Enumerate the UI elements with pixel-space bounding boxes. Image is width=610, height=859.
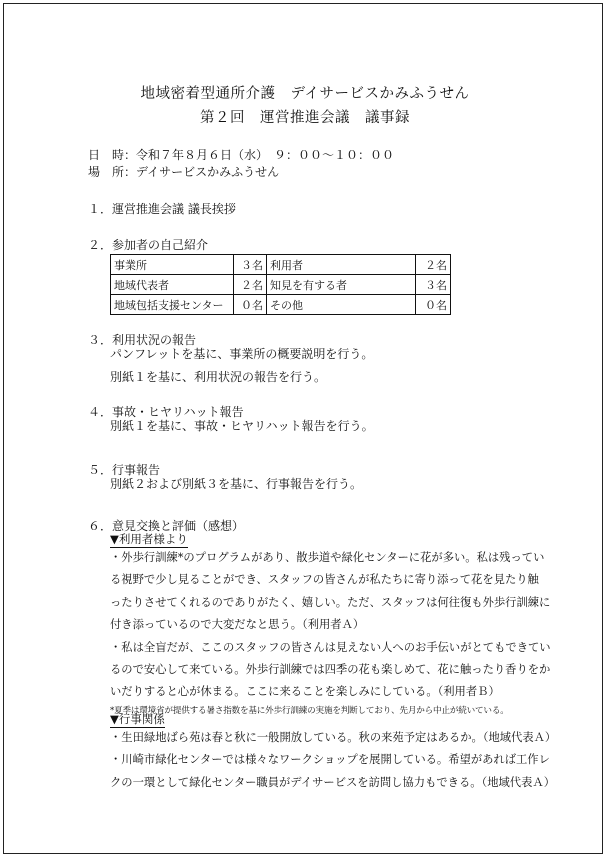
comment-line: ・生田緑地ばら苑は春と秋に一般開放している。秋の来苑予定はあるか。（地域代表Ａ） xyxy=(110,731,557,744)
table-cell: 地域包括支援センター xyxy=(111,295,234,315)
table-cell: その他 xyxy=(267,295,416,315)
date-label: 日 時： xyxy=(88,148,137,162)
users-comments xyxy=(110,547,551,704)
body-line: 別紙２および別紙３を基に、行事報告を行う。 xyxy=(110,477,363,491)
section-6-heading: ６．意見交換と評価（感想） xyxy=(88,519,245,533)
place-value: デイサービスかみふうせん xyxy=(136,165,280,179)
table-row xyxy=(111,255,451,275)
table-cell: ３名 xyxy=(234,255,267,275)
users-subheading: ▼利用者様より xyxy=(110,532,188,546)
comment-line: る視野で少し見ることができ、スタッフの皆さんが私たちに寄り添って花を見たり触 xyxy=(110,573,539,587)
table-cell: ０名 xyxy=(234,295,267,315)
table-cell: 事業所 xyxy=(111,255,234,275)
meeting-place xyxy=(88,163,279,180)
section-2-heading: ２．参加者の自己紹介 xyxy=(88,238,209,252)
comment-line: クの一環として緑化センター職員がデイサービスを訪問し協力もできる。（地域代表Ａ） xyxy=(110,775,555,789)
section-4-body xyxy=(110,415,374,438)
section-5-body xyxy=(110,473,362,496)
comment-line: るので安心して来ている。外歩行訓練では四季の花も楽しめて、花に触ったり香りをか xyxy=(110,663,551,677)
meeting-date xyxy=(88,146,394,163)
table-cell: 地域代表者 xyxy=(111,275,234,295)
table-row xyxy=(111,295,451,315)
comment-line: ったりさせてくれるのでありがたく、嬉しい。ただ、スタッフは何往復も外歩行訓練に xyxy=(110,595,551,609)
section-4-heading: ４．事故・ヒヤリハット報告 xyxy=(88,405,244,419)
comment-line: 付き添っているので大変だなと思う。（利用者Ａ） xyxy=(110,618,365,632)
body-line: パンフレットを基に、事業所の概要説明を行う。 xyxy=(110,347,374,361)
table-cell: ２名 xyxy=(416,255,451,275)
document-title: 地域密着型通所介護 デイサービスかみふうせん xyxy=(140,86,470,102)
table-cell: 知見を有する者 xyxy=(267,275,416,295)
body-line: 別紙１を基に、事故・ヒヤリハット報告を行う。 xyxy=(110,419,374,433)
table-cell: ０名 xyxy=(416,295,451,315)
section-5-heading: ５．行事報告 xyxy=(88,463,161,477)
comment-line: ・川崎市緑化センターでは様々なワークショップを展開している。希望があれば工作レ xyxy=(110,753,550,767)
comment-line: いだりすると心が休まる。ここに来ることを楽しみにしている。（利用者Ｂ） xyxy=(110,685,500,699)
footnote: *夏季は環境省が提供する暑さ指数を基に外歩行訓練の実施を判断しており、先月から中止が続いている。 xyxy=(110,706,509,716)
section-3-heading: ３．利用状況の報告 xyxy=(88,333,197,347)
body-line: 別紙１を基に、利用状況の報告を行う。 xyxy=(110,369,327,384)
document-subtitle: 第２回 運営推進会議 議事録 xyxy=(200,110,410,126)
events-subheading: ▼行事関係 xyxy=(110,712,165,726)
comment-line: ・外歩行訓練*のプログラムがあり、散歩道や緑化センターに花が多い。私は残ってい xyxy=(110,551,545,564)
comment-line: ・私は全盲だが、ここのスタッフの皆さんは見えない人へのお手伝いがとてもできてい xyxy=(110,640,551,654)
table-cell: ３名 xyxy=(416,275,451,295)
place-label: 場 所： xyxy=(88,165,137,179)
participants-table xyxy=(110,254,451,315)
events-comments xyxy=(110,727,556,794)
table-cell: 利用者 xyxy=(267,255,416,275)
table-cell: ２名 xyxy=(234,275,267,295)
section-1-heading: １．運営推進会議 議長挨拶 xyxy=(88,202,236,216)
table-row xyxy=(111,275,451,295)
date-value: 令和７年８月６日（水） ９：００～１０：００ xyxy=(136,148,395,162)
section-3-body xyxy=(110,343,373,388)
